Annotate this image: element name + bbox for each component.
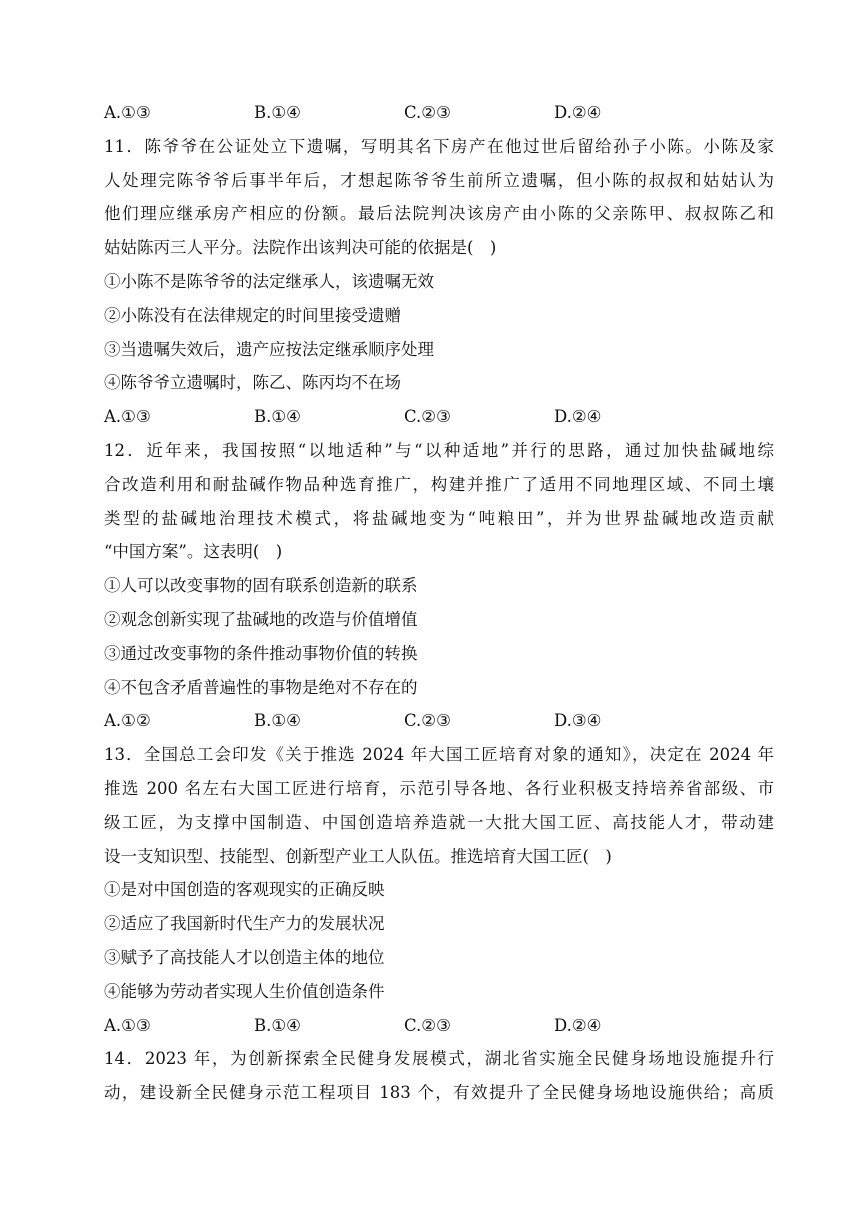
option-statement: ④能够为劳动者实现人生价值创造条件 <box>104 981 385 1001</box>
question-12 <box>104 434 774 738</box>
option-statement: ③赋予了高技能人才以创造主体的地位 <box>104 947 385 967</box>
question-stem-line: 级工匠，为支撑中国制造、中国创造培养造就一大批大国工匠、高技能人才，带动建 <box>104 812 774 832</box>
choice-a: A.①③ <box>104 1015 151 1035</box>
choice-c: C.②③ <box>404 1015 451 1035</box>
question-stem-line: 13．全国总工会印发《关于推选 2024 年大国工匠培育对象的通知》，决定在 2024 年 <box>104 745 774 765</box>
question-stem-line: 他们理应继承房产相应的份额。最后法院判决该房产由小陈的父亲陈甲、叔叔陈乙和 <box>104 204 774 224</box>
choice-a: A.①② <box>104 711 151 731</box>
option-statement: ①小陈不是陈爷爷的法定继承人，该遗嘱无效 <box>104 271 434 291</box>
question-stem-line: 合改造利用和耐盐碱作物品种选育推广，构建并推广了适用不同地理区域、不同土壤 <box>104 474 774 494</box>
question-stem-line: 人处理完陈爷爷后事半年后，才想起陈爷爷生前所立遗嘱，但小陈的叔叔和姑姑认为 <box>104 170 774 190</box>
choice-b: B.①④ <box>254 1015 301 1035</box>
exam-page <box>104 96 774 1110</box>
question-stem-line: 类型的盐碱地治理技术模式，将盐碱地变为“吨粮田”，并为世界盐碱地改造贡献 <box>104 508 774 528</box>
choice-d: D.③④ <box>554 711 602 731</box>
option-statement: ①人可以改变事物的固有联系创造新的联系 <box>104 576 418 596</box>
question-stem-line: 推选 200 名左右大国工匠进行培育，示范引导各地、各行业积极支持培养省部级、市 <box>104 778 774 798</box>
choice-a: A.①③ <box>104 407 151 427</box>
choice-c: C.②③ <box>404 103 451 122</box>
answer-choices <box>104 1009 774 1043</box>
choice-a: A.①③ <box>104 103 151 122</box>
option-statement: ②观念创新实现了盐碱地的改造与价值增值 <box>104 609 418 629</box>
answer-choices <box>104 400 774 434</box>
answer-choices <box>104 704 774 738</box>
question-14 <box>104 1042 774 1110</box>
choice-b: B.①④ <box>254 711 301 731</box>
option-statement: ④陈爷爷立遗嘱时，陈乙、陈丙均不在场 <box>104 373 401 393</box>
question-stem-line: 12．近年来，我国按照“以地适种”与“以种适地”并行的思路，通过加快盐碱地综 <box>104 440 774 460</box>
question-13 <box>104 738 774 1042</box>
question-stem-line: 姑姑陈丙三人平分。法院作出该判决可能的依据是( ) <box>104 238 497 258</box>
question-stem-line: 11．陈爷爷在公证处立下遗嘱，写明其名下房产在他过世后留给孙子小陈。小陈及家 <box>104 136 774 156</box>
answer-choices-q10 <box>104 96 774 130</box>
question-stem-line: 动，建设新全民健身示范工程项目 183 个，有效提升了全民健身场地设施供给；高质 <box>104 1083 774 1103</box>
option-statement: ②小陈没有在法律规定的时间里接受遗赠 <box>104 305 401 325</box>
option-statement: ④不包含矛盾普遍性的事物是绝对不存在的 <box>104 677 418 697</box>
choice-d: D.②④ <box>554 103 602 122</box>
choice-b: B.①④ <box>254 407 301 427</box>
question-stem-line: “中国方案”。这表明( ) <box>104 542 283 562</box>
choice-d: D.②④ <box>554 407 602 427</box>
choice-b: B.①④ <box>254 103 301 122</box>
option-statement: ②适应了我国新时代生产力的发展状况 <box>104 914 385 934</box>
option-statement: ③当遗嘱失效后，遗产应按法定继承顺序处理 <box>104 339 434 359</box>
choice-c: C.②③ <box>404 711 451 731</box>
option-statement: ③通过改变事物的条件推动事物价值的转换 <box>104 643 418 663</box>
question-11 <box>104 130 774 434</box>
question-stem-line: 14．2023 年，为创新探索全民健身发展模式，湖北省实施全民健身场地设施提升行 <box>104 1049 774 1069</box>
option-statement: ①是对中国创造的客观现实的正确反映 <box>104 880 385 900</box>
choice-d: D.②④ <box>554 1015 602 1035</box>
question-stem-line: 设一支知识型、技能型、创新型产业工人队伍。推选培育大国工匠( ) <box>104 846 612 866</box>
choice-c: C.②③ <box>404 407 451 427</box>
